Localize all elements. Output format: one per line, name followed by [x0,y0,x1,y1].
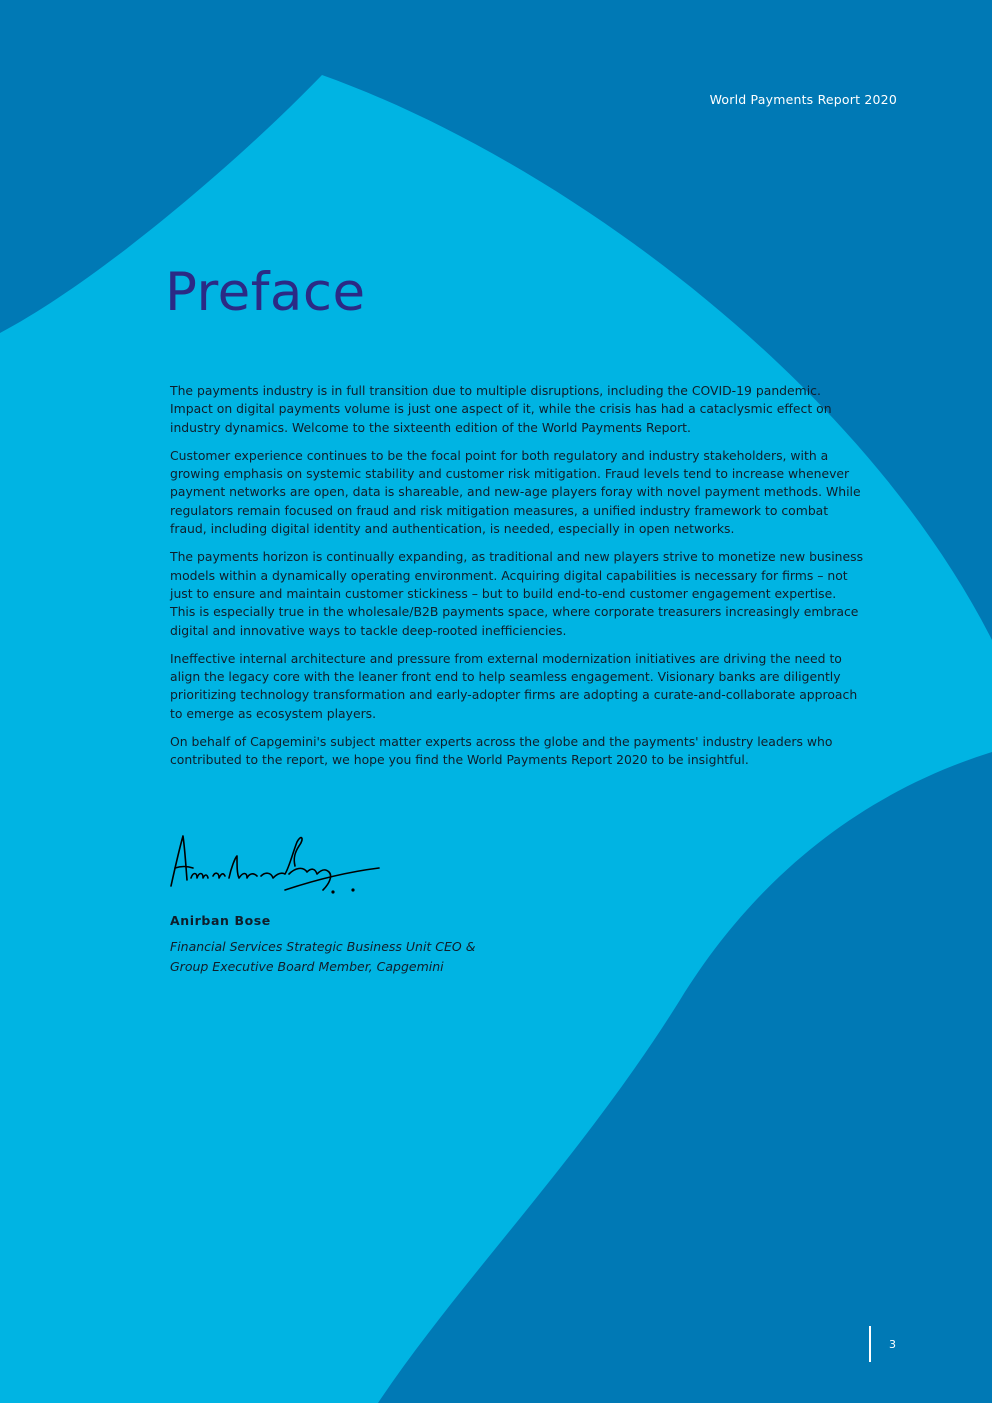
signature-dot-1 [331,890,334,893]
page-number-divider [869,1326,871,1362]
signer-role [170,937,475,977]
report-header-title: World Payments Report 2020 [709,92,897,107]
signer-name: Anirban Bose [170,913,271,928]
paragraph-5: On behalf of Capgemini's subject matter experts across the globe and the payments' industry leaders who contributed to the report, we hope you find the World Payments Report 2020 to be insightful. [170,734,833,768]
page-title: Preface [165,262,366,323]
paragraph-2: Customer experience continues to be the focal point for both regulatory and industry stakeholders, with a growing emphasis on systemic stability and customer risk mitigation. Fraud levels tend to increase whenever payment networks are open, data is shareable, and new-age players foray with novel payment methods. While regulators remain focused on fraud and risk mitigation measures, a unified industry framework to combat fraud, including digital identity and authentication, is needed, especially in open networks. [170,447,861,537]
preface-body [170,382,865,780]
handwritten-signature [165,828,385,902]
signer-role-line-2: Group Executive Board Member, Capgemini [170,959,444,974]
page-number: 3 [889,1338,896,1351]
signature-dot-2 [351,888,354,891]
paragraph-1: The payments industry is in full transition due to multiple disruptions, including the COVID-19 pandemic. Impact on digital payments volume is just one aspect of it, while the crisis has had a cataclysmic effect on industry dynamics. Welcome to the sixteenth edition of the World Payments Report. [170,383,832,435]
signer-role-line-1: Financial Services Strategic Business Unit CEO & [170,939,476,954]
paragraph-4: Ineffective internal architecture and pressure from external modernization initiatives are driving the need to align the legacy core with the leaner front end to help seamless engagement. Visionary banks are diligently prioritizing technology transformation and early-adopter firms are adopting a curate-and-collaborate approach to emerge as ecosystem players. [170,650,858,721]
paragraph-3: The payments horizon is continually expanding, as traditional and new players strive to monetize new business models within a dynamically operating environment. Acquiring digital capabilities is necessary for firms – not just to ensure and maintain customer stickiness – but to build end-to-end customer engagement expertise. This is especially true in the wholesale/B2B payments space, where corporate treasurers increasingly embrace digital and innovative ways to tackle deep-rooted inefficiencies. [170,549,864,638]
